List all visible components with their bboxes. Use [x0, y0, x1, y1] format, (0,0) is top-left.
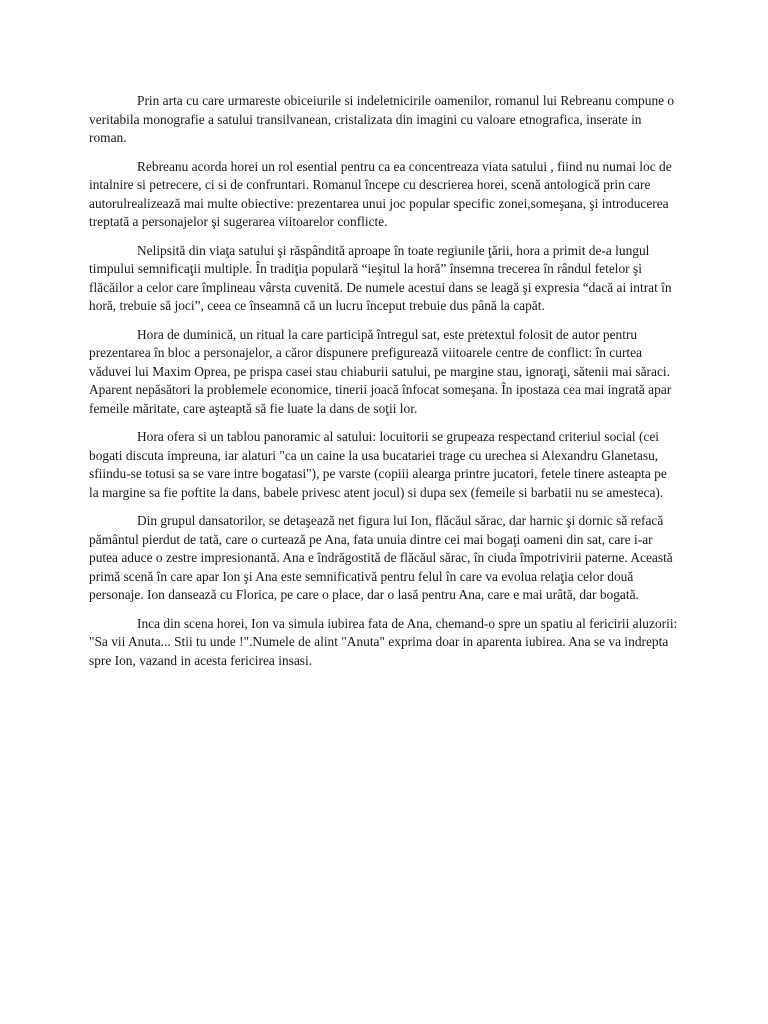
- paragraph-3: Nelipsită din viaţa satului şi răspândită aproape în toate regiunile ţării, hora a primit de-a lungul timpului semnificaţii multiple. În tradiţia populară “ieşitul la horă” însemna trecerea în rândul fetelor şi flăcăilor a celor care împlineau vârsta cuvenită. De numele acestui dans se leagă şi expresia “dacă ai intrat în horă, trebuie să joci”, ceea ce înseamnă că un lucru început trebuie dus până la capăt.: [89, 242, 672, 313]
- paragraph-1: Prin arta cu care urmareste obiceiurile si indeletnicirile oamenilor, romanul lui Rebreanu compune o veritabila monografie a satului transilvanean, cristalizata din imagini cu valoare etnografica, inserate in roman.: [89, 93, 675, 145]
- paragraph-4: Hora de duminică, un ritual la care participă întregul sat, este pretextul folosit de autor pentru prezentarea în bloc a personajelor, a căror dispunere prefigurează viitoarele centre de conflict: în curtea văduvei lui Maxim Oprea, pe prispa casei stau chiaburii satului, pe margine stau, ignoraţi, sătenii mai săraci. Aparent nepăsători la problemele economice, tinerii joacă înfocat someşana. În ipostaza cea mai ingrată apar femeile măritate, care aşteaptă să fie luate la dans de soţii lor.: [89, 326, 672, 416]
- paragraph-7: Inca din scena horei, Ion va simula iubirea fata de Ana, chemand-o spre un spatiu al fericirii aluzorii: "Sa vii Anuta... Stii tu unde !".Numele de alint "Anuta" exprima doar in aparenta iubirea. Ana se va indrepta spre Ion, vazand in acesta fericirea insasi.: [89, 615, 678, 668]
- paragraph-5: Hora ofera si un tablou panoramic al satului: locuitorii se grupeaza respectand criteriul social (cei bogati discuta impreuna, iar alaturi "ca un caine la usa bucatariei trage cu urechea si Alexandru Glanetasu, sfiindu-se totusi sa se vare intre bogatasi"), pe varste (copiii alearga printre jucatori, fetele tinere asteapta pe la margine sa fie poftite la dans, babele privesc atent jocul) si dupa sex (femeile si barbatii nu se amesteca).: [89, 429, 667, 500]
- paragraph-6: Din grupul dansatorilor, se detaşează net figura lui Ion, flăcăul sărac, dar harnic şi dornic să refacă pământul pierdut de tată, care o curtează pe Ana, fata unuia dintre cei mai bogaţi oameni din sat, care i-ar putea aduce o zestre impresionantă. Ana e îndrăgostită de flăcăul sărac, în ciuda împotrivirii paterne. Această primă scenă în care apar Ion şi Ana este semnificativă pentru felul în care va evolua relaţia celor două personaje. Ion dansează cu Florica, pe care o place, dar o lasă pentru Ana, care e mai urâtă, dar bogată.: [89, 513, 673, 602]
- paragraph-2: Rebreanu acorda horei un rol esential pentru ca ea concentreaza viata satului , fiind nu numai loc de intalnire si petrecere, ci si de confruntari. Romanul începe cu descrierea horei, scenă antologică prin care autorulrealizează mai multe obiective: prezentarea unui joc popular specific zonei,someşana, şi introducerea treptată a personajelor şi sugerarea viitoarelor conflicte.: [89, 158, 672, 229]
- document-body: [89, 92, 679, 680]
